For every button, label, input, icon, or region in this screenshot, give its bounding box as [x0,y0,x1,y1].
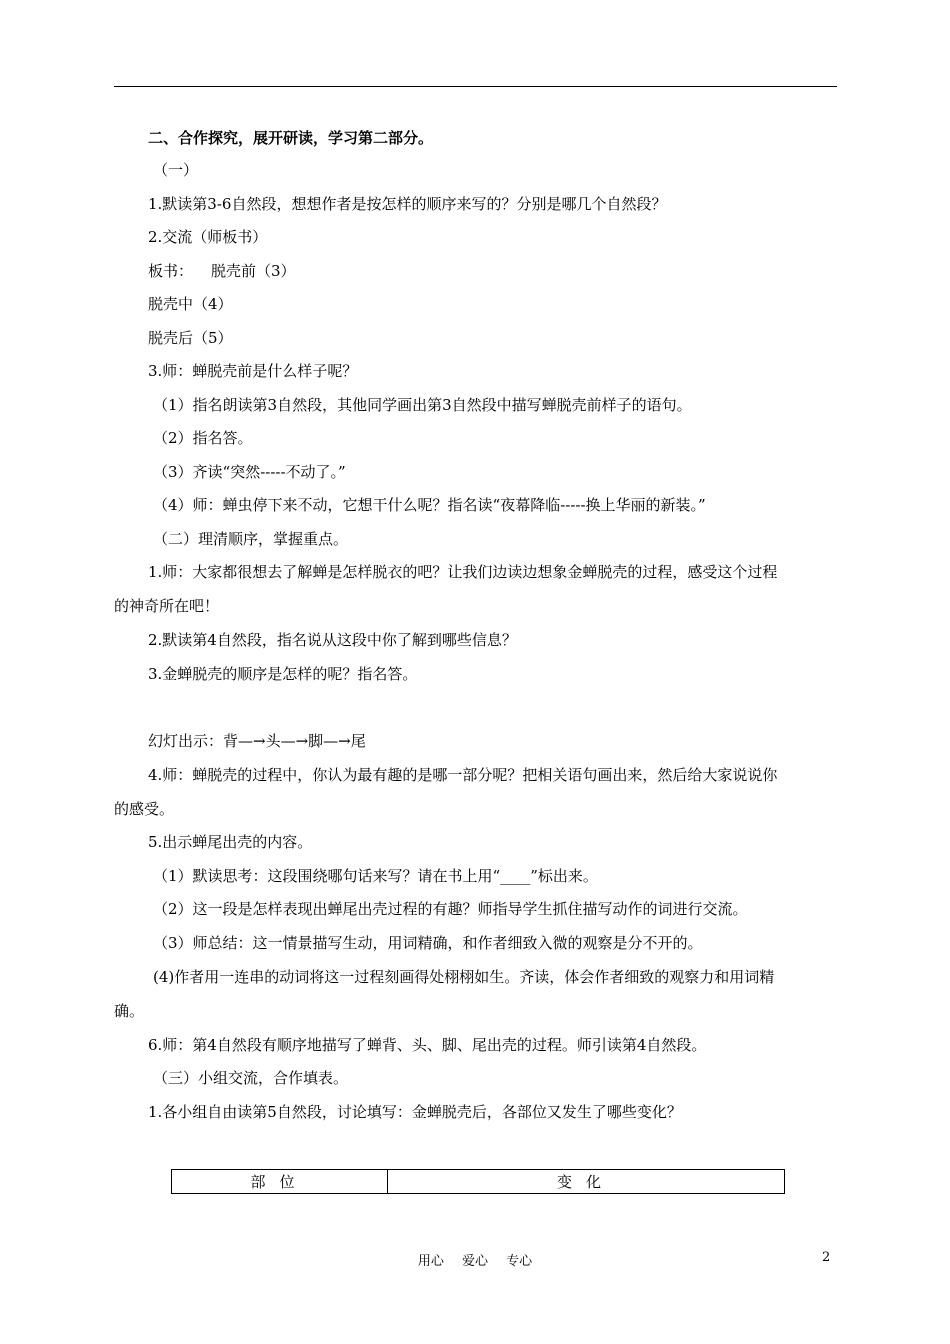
page-footer: 用心 爱心 专心 [417,1254,533,1269]
text-line: 幻灯出示：背—→头—→脚—→尾 [148,732,366,750]
text-line: (4)作者用一连串的动词将这一过程刻画得处栩栩如生。齐读，体会作者细致的观察力和用词精 [153,968,775,986]
text-line: （2）这一段是怎样表现出蝉尾出壳过程的有趣？师指导学生抓住描写动作的词进行交流。 [153,900,748,918]
text-line: 5.出示蝉尾出壳的内容。 [148,833,313,851]
text-line: 3.师：蝉脱壳前是什么样子呢？ [148,362,358,380]
text-line: （一） [153,161,199,179]
section-title: 二、合作探究，展开研读，学习第二部分。 [148,129,434,147]
text-line: （2）指名答。 [153,429,253,447]
text-line: 的感受。 [114,800,175,818]
table-row [172,1170,785,1194]
table-header-part: 部位 [172,1170,388,1194]
text-line: 2.交流（师板书） [148,228,268,246]
text-line: 6.师：第4自然段有顺序地描写了蝉背、头、脚、尾出壳的过程。师引读第4自然段。 [148,1036,707,1054]
page-number: 2 [822,1250,831,1265]
text-line: 1.各小组自由读第5自然段，讨论填写：金蝉脱壳后，各部位又发生了哪些变化？ [148,1103,682,1121]
text-line: 1.师：大家都很想去了解蝉是怎样脱衣的吧？让我们边读边想象金蝉脱壳的过程，感受这个过程 [148,563,778,581]
text-line: （4）师：蝉虫停下来不动，它想干什么呢？指名读“夜幕降临-----换上华丽的新装。” [153,496,706,514]
text-line: （3）齐读“突然-----不动了。” [153,463,346,481]
fill-table [171,1169,785,1194]
text-line: （二）理清顺序，掌握重点。 [153,530,349,548]
text-line: （1）指名朗读第3自然段，其他同学画出第3自然段中描写蝉脱壳前样子的语句。 [153,396,692,414]
text-line: 2.默读第4自然段，指名说从这段中你了解到哪些信息？ [148,631,517,649]
board-item: 脱壳前（3） [211,262,296,280]
text-line: 脱壳后（5） [148,329,233,347]
text-line: 确。 [114,1002,145,1020]
text-line: 脱壳中（4） [148,295,233,313]
text-line: 1.默读第3-6自然段，想想作者是按怎样的顺序来写的？分别是哪几个自然段？ [148,195,667,213]
text-line: 的神奇所在吧！ [114,597,220,615]
text-line: （1）默读思考：这段围绕哪句话来写？请在书上用“____”标出来。 [153,867,598,885]
text-line: 3.金蝉脱壳的顺序是怎样的呢？指名答。 [148,665,418,683]
header-rule [114,86,837,87]
text-line: （3）师总结：这一情景描写生动，用词精确，和作者细致入微的观察是分不开的。 [153,934,703,952]
board-line [148,261,296,281]
text-line: （三）小组交流，合作填表。 [153,1069,349,1087]
board-label: 板书： [148,262,194,280]
text-line: 4.师：蝉脱壳的过程中，你认为最有趣的是哪一部分呢？把相关语句画出来，然后给大家说说你 [148,766,778,784]
table-header-change: 变化 [388,1170,785,1194]
